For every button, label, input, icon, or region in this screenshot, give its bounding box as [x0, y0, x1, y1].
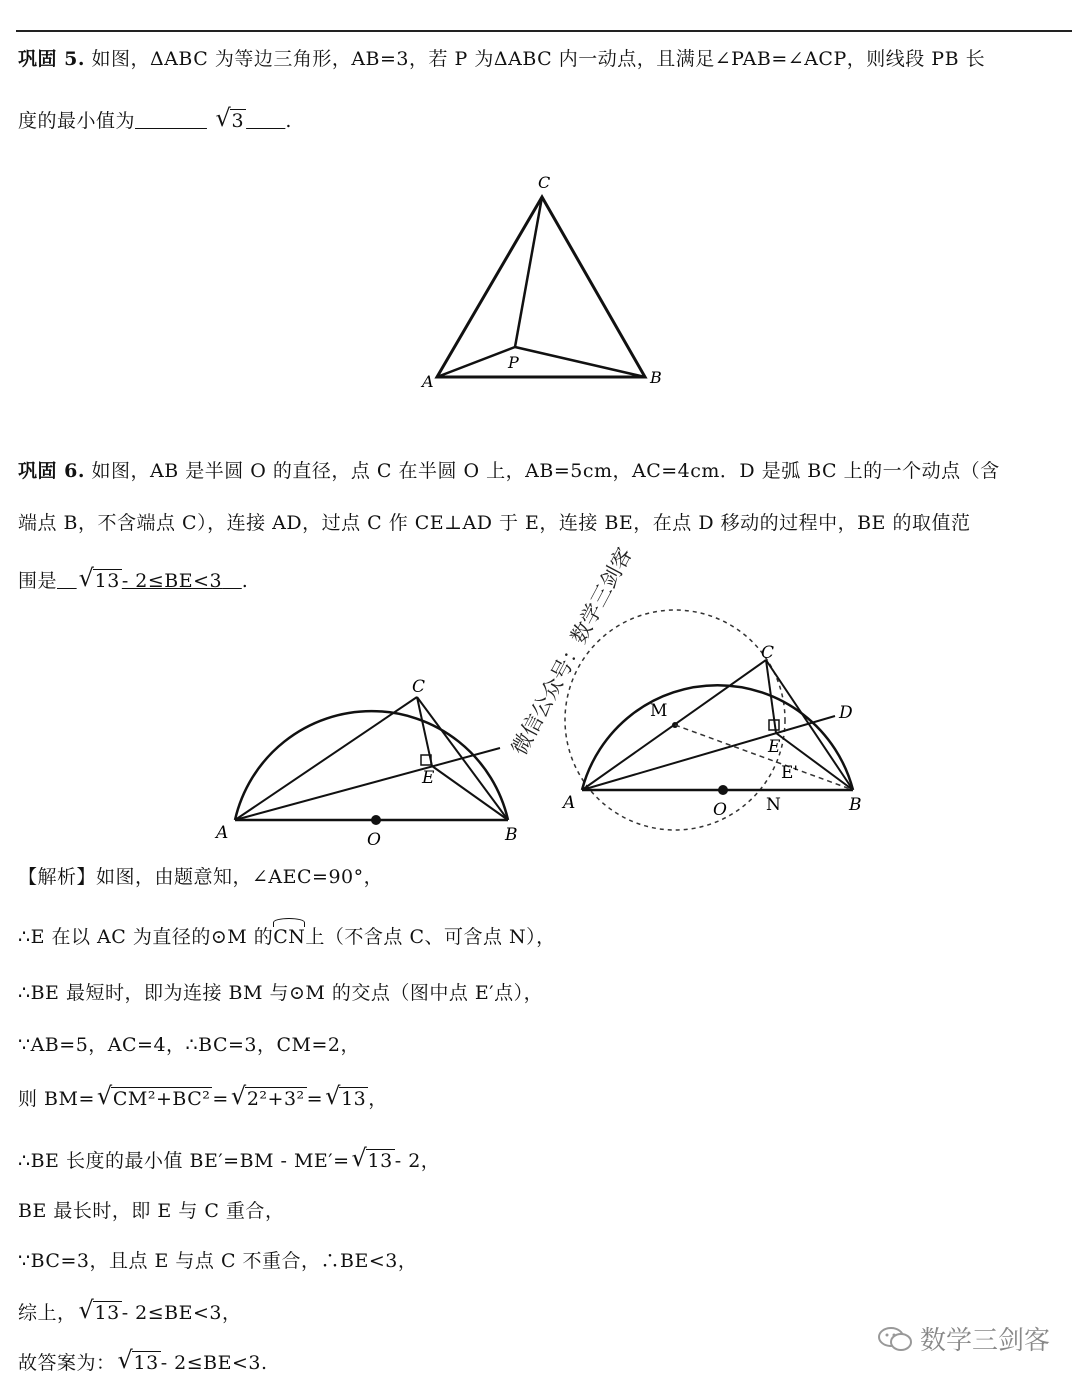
problem5-line2: 度的最小值为 √ 3 .	[18, 104, 292, 132]
problem5-line1: 巩固 5. 如图，ΔABC 为等边三角形，AB=3，若 P 为ΔABC 内一动点，且满足∠PAB=∠ACP，则线段 PB 长	[18, 48, 986, 70]
fig1-label-e: E	[422, 768, 435, 788]
segment-ad	[235, 748, 500, 820]
dashed-circle-m	[565, 610, 785, 830]
fig2-label-c: C	[761, 643, 775, 663]
solution-line1: 【解析】如图，由题意知，∠AEC=90°，	[18, 866, 384, 888]
fig1-label-c: C	[412, 677, 426, 697]
center-o-2	[718, 785, 728, 795]
problem5-label: 巩固 5.	[18, 48, 85, 70]
fig1-label-o: O	[367, 830, 381, 850]
solution-line8: ∵BC=3，且点 E 与点 C 不重合，∴BE<3，	[18, 1250, 418, 1272]
solution-line5: 则 BM= √ CM²+BC² = √ 2²+3² = √ 13 ，	[18, 1082, 388, 1110]
problem6-line1: 巩固 6. 如图，AB 是半圆 O 的直径，点 C 在半圆 O 上，AB=5cm，AC=4cm．D 是弧 BC 上的一个动点（含	[18, 460, 1000, 482]
segment-bm-dashed	[675, 725, 853, 790]
top-rule	[16, 30, 1072, 32]
label-b: B	[650, 368, 662, 387]
fig2-label-e-prime: E'	[781, 763, 799, 783]
fig2-label-a: A	[563, 793, 576, 813]
semicircle-arc-2	[582, 685, 853, 790]
solution-line3: ∴BE 最短时，即为连接 BM 与⊙M 的交点（图中点 E′点），	[18, 982, 544, 1004]
center-o	[371, 815, 381, 825]
fig2-label-o: O	[713, 800, 727, 820]
problem6-label: 巩固 6.	[18, 460, 85, 482]
solution-line7: BE 最长时，即 E 与 C 重合，	[18, 1200, 285, 1222]
problem6-line3: 围是 √ 13 - 2≤BE<3 .	[18, 564, 249, 592]
fig2-label-d: D	[839, 703, 853, 723]
fig2-label-m: M	[650, 701, 668, 721]
diagonal-watermark: 微信公众号：数学三剑客	[507, 543, 637, 759]
fig1-label-a: A	[216, 823, 229, 843]
solution-line4: ∵AB=5，AC=4，∴BC=3，CM=2，	[18, 1034, 360, 1056]
triangle-figure	[410, 170, 670, 400]
problem5-answer: √ 3	[215, 104, 245, 132]
fig2-label-e: E	[768, 737, 781, 757]
fig2-label-n: N	[766, 795, 781, 815]
segment-be	[432, 766, 508, 820]
solution-line2: ∴E 在以 AC 为直径的⊙M 的 CN上（不含点 C、可含点 N），	[18, 922, 556, 949]
problem6-line2: 端点 B，不含端点 C），连接 AD，过点 C 作 CE⊥AD 于 E，连接 BE，在点 D 移动的过程中，BE 的取值范	[18, 512, 971, 534]
triangle-abc	[437, 197, 645, 377]
segment-pb	[515, 347, 645, 377]
solution-line9: 综上， √ 13 - 2≤BE<3，	[18, 1296, 242, 1324]
problem6-answer-sqrt: √ 13	[78, 564, 120, 592]
label-a: A	[422, 372, 434, 391]
segment-ac	[235, 697, 417, 820]
semicircle-figure-2	[555, 600, 885, 850]
label-c: C	[538, 173, 551, 192]
fig1-label-b: B	[505, 825, 518, 845]
solution-line10: 故答案为： √ 13 - 2≤BE<3.	[18, 1346, 268, 1374]
wechat-icon	[878, 1326, 912, 1352]
fig2-label-b: B	[849, 795, 862, 815]
footer-brand: 数学三剑客	[919, 1326, 1050, 1356]
semicircle-figure-1	[210, 670, 530, 850]
solution-line6: ∴BE 长度的最小值 BE′=BM - ME′= √ 13 - 2，	[18, 1144, 441, 1172]
label-p: P	[508, 353, 519, 372]
segment-ap	[437, 347, 515, 377]
segment-ac-2	[582, 660, 766, 790]
footer-watermark	[878, 1320, 1050, 1357]
